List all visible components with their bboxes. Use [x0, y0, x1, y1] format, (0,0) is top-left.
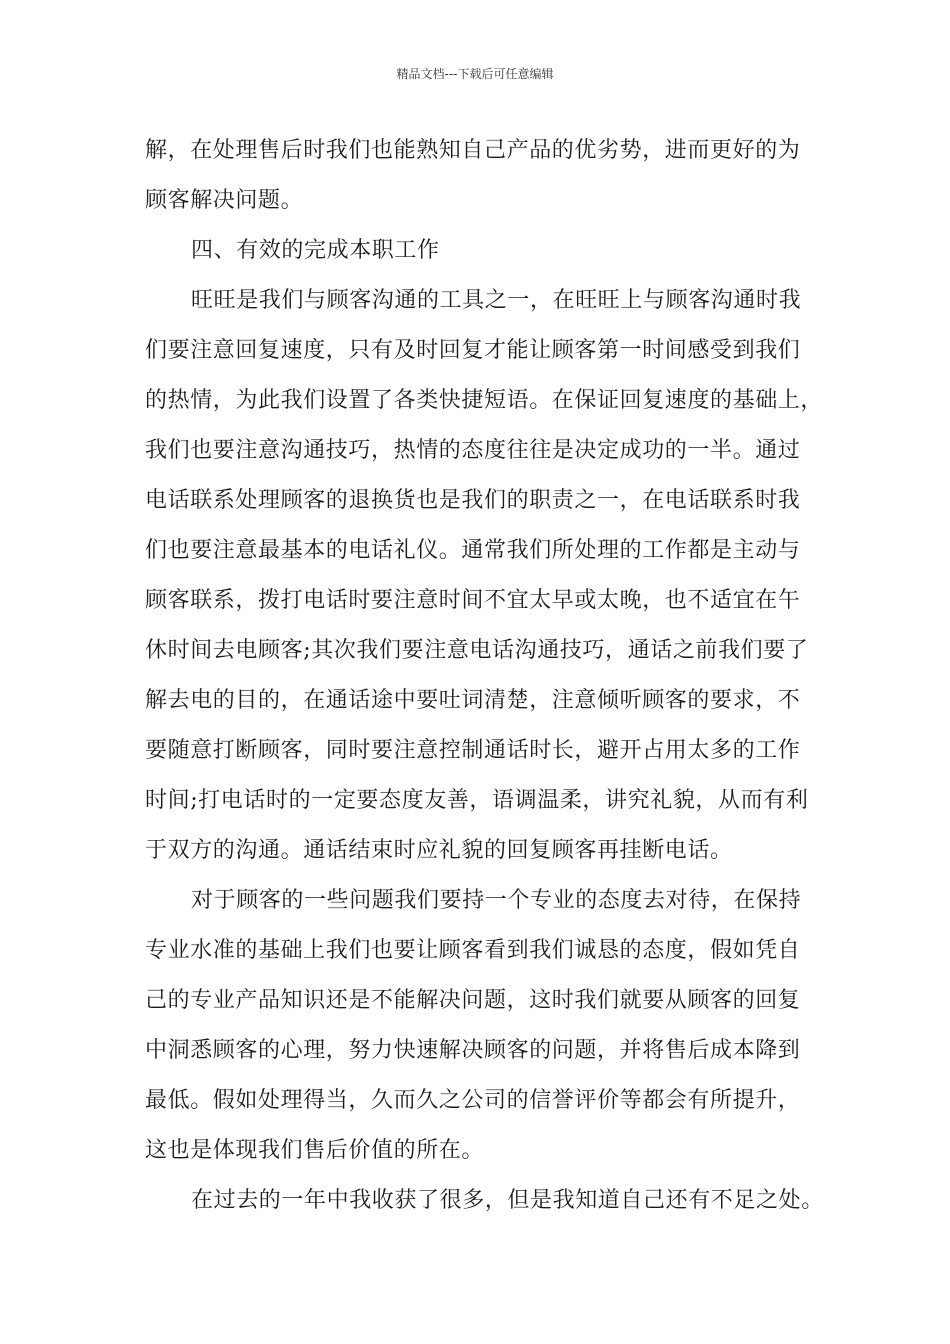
text-line: 在过去的一年中我收获了很多，但是我知道自己还有不足之处。 [191, 1188, 824, 1213]
text-line: 对于顾客的一些问题我们要持一个专业的态度去对待，在保持 [191, 888, 802, 913]
text-line: 的热情，为此我们设置了各类快捷短语。在保证回复速度的基础上， [145, 388, 824, 413]
text-line: 我们也要注意沟通技巧，热情的态度往往是决定成功的一半。通过 [145, 438, 801, 463]
text-line: 解去电的目的，在通话途中要吐词清楚，注意倾听顾客的要求，不 [145, 688, 801, 713]
text-line: 旺旺是我们与顾客沟通的工具之一，在旺旺上与顾客沟通时我 [191, 288, 802, 313]
page-header: 精品文档---下载后可任意编辑 [396, 67, 554, 81]
text-line: 中洞悉顾客的心理，努力快速解决顾客的问题，并将售后成本降到 [145, 1038, 801, 1063]
text-line: 休时间去电顾客;其次我们要注意电话沟通技巧，通话之前我们要了 [145, 638, 809, 663]
text-line: 电话联系处理顾客的退换货也是我们的职责之一，在电话联系时我 [145, 488, 801, 513]
text-line: 专业水准的基础上我们也要让顾客看到我们诚恳的态度，假如凭自 [145, 938, 801, 963]
text-line: 于双方的沟通。通话结束时应礼貌的回复顾客再挂断电话。 [145, 838, 733, 863]
text-line: 最低。假如处理得当，久而久之公司的信誉评价等都会有所提升， [145, 1088, 801, 1113]
text-line: 们要注意回复速度，只有及时回复才能让顾客第一时间感受到我们 [145, 338, 801, 363]
text-line: 顾客联系，拨打电话时要注意时间不宜太早或太晚，也不适宜在午 [145, 588, 801, 613]
text-line: 解，在处理售后时我们也能熟知自己产品的优劣势，进而更好的为 [145, 138, 801, 163]
text-line: 顾客解决问题。 [145, 188, 304, 213]
text-line: 己的专业产品知识还是不能解决问题，这时我们就要从顾客的回复 [145, 988, 801, 1013]
body-text [145, 129, 825, 1229]
text-line: 要随意打断顾客，同时要注意控制通话时长，避开占用太多的工作 [145, 738, 801, 763]
text-line: 这也是体现我们售后价值的所在。 [145, 1138, 485, 1163]
text-line: 们也要注意最基本的电话礼仪。通常我们所处理的工作都是主动与 [145, 538, 801, 563]
text-line: 时间;打电话时的一定要态度友善，语调温柔，讲究礼貌，从而有利 [145, 788, 809, 813]
section-heading: 四、有效的完成本职工作 [191, 238, 440, 263]
